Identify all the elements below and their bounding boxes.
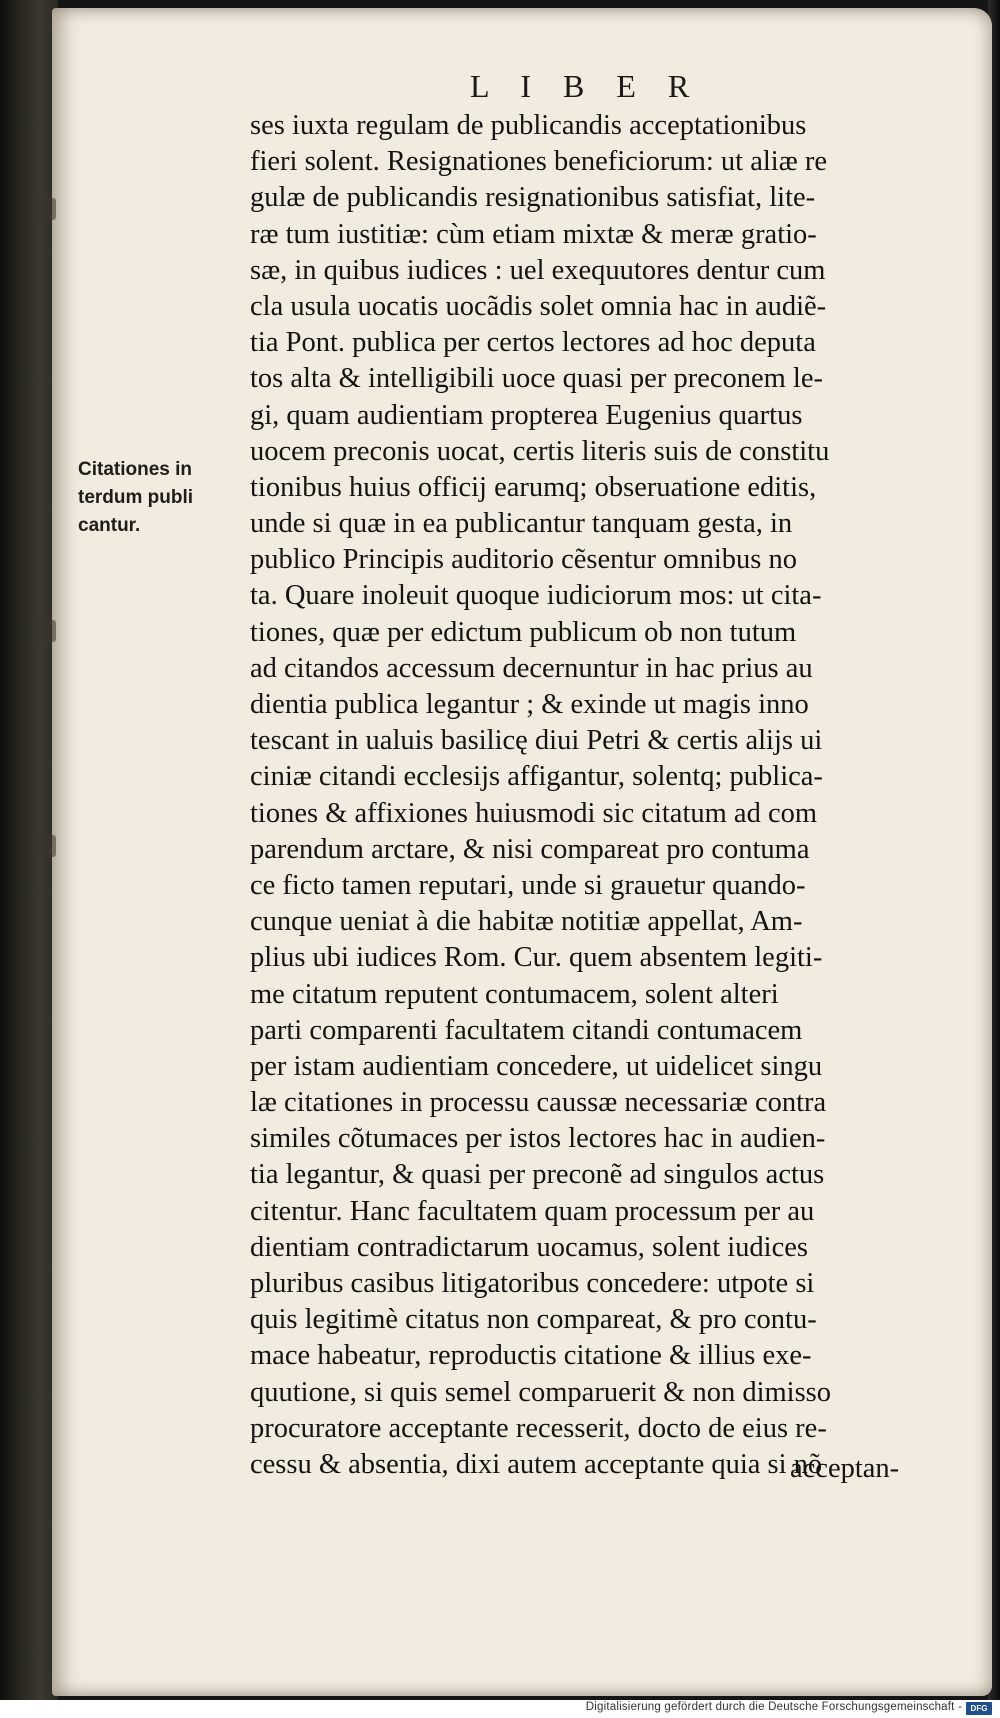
text-line: tia legantur, & quasi per preconẽ ad singulos actus — [250, 1159, 825, 1191]
text-line: dientiam contradictarum uocamus, solent iudices — [250, 1231, 808, 1263]
text-line: cessu & absentia, dixi autem acceptante quia si nõ — [250, 1448, 823, 1480]
text-line: per istam audientiam concedere, ut uidelicet singu — [250, 1050, 823, 1082]
text-line: tionibus huius officij earumq; obseruatione editis, — [250, 471, 817, 503]
text-line: mace habeatur, reproductis citatione & illius exe- — [250, 1340, 812, 1372]
text-line: ciniæ citandi ecclesijs affigantur, solentq; publica- — [250, 761, 823, 793]
text-line: ræ tum iustitiæ: cùm etiam mixtæ & meræ gratio- — [250, 218, 817, 250]
text-line: procuratore acceptante recesserit, docto de eius re- — [250, 1412, 827, 1444]
facing-page-edge-mark — [32, 835, 56, 857]
text-line: quutione, si quis semel comparuerit & non dimisso — [250, 1376, 832, 1408]
text-line: tescant in ualuis basilicę diui Petri & certis alijs ui — [250, 725, 823, 757]
text-line: fieri solent. Resignationes beneficiorum: ut aliæ re — [250, 146, 827, 178]
facing-page-edge-mark — [32, 620, 56, 642]
marginal-note-line: cantur. — [78, 515, 141, 536]
text-line: ta. Quare inoleuit quoque iudiciorum mos: ut cita- — [250, 580, 822, 612]
text-line: similes cõtumaces per istos lectores hac in audien- — [250, 1123, 826, 1155]
marginal-note-line: Citationes in — [78, 459, 193, 480]
text-line: ad citandos accessum decernuntur in hac prius au — [250, 652, 813, 684]
facing-page-edge-mark — [32, 198, 56, 220]
dfg-logo-icon: DFG — [966, 1702, 992, 1715]
text-line: plius ubi iudices Rom. Cur. quem absentem legiti- — [250, 942, 823, 974]
funding-credit: Digitalisierung gefördert durch die Deutsche Forschungsgemeinschaft - — [585, 1701, 962, 1713]
text-line: tos alta & intelligibili uoce quasi per preconem le- — [250, 363, 823, 395]
text-line: dientia publica legantur ; & exinde ut magis inno — [250, 689, 809, 720]
text-line: læ citationes in processu caussæ necessariæ contra — [250, 1087, 827, 1119]
text-line: ce ficto tamen reputari, unde si grauetur quando- — [250, 869, 806, 901]
show-through-ghost — [82, 1273, 202, 1333]
text-line: unde si quæ in ea publicantur tanquam gesta, in — [250, 508, 793, 540]
text-line: uocem preconis uocat, certis literis suis de constitu — [250, 435, 830, 467]
text-line: parti comparenti facultatem citandi contumacem — [250, 1014, 803, 1046]
running-head: L I B E R — [470, 68, 702, 104]
text-line: cunque ueniat à die habitæ notitiæ appellat, Am- — [250, 906, 803, 938]
text-line: tiones, quæ per edictum publicum ob non tutum — [250, 616, 797, 648]
text-line: parendum arctare, & nisi compareat pro contuma — [250, 833, 810, 865]
marginal-note — [78, 456, 238, 540]
text-line: ses iuxta regulam de publicandis acceptationibus — [250, 110, 807, 141]
text-line: me citatum reputent contumacem, solent alteri — [250, 978, 779, 1010]
text-line: cla usula uocatis uocãdis solet omnia hac in audiẽ- — [250, 290, 827, 322]
show-through-ghost — [82, 163, 202, 223]
text-line: gulæ de publicandis resignationibus satisfiat, lite- — [250, 182, 816, 214]
text-line: gi, quam audientiam propterea Eugenius quartus — [250, 399, 803, 431]
text-line: citentur. Hanc facultatem quam processum per au — [250, 1195, 815, 1227]
text-line: pluribus casibus litigatoribus concedere: utpote si — [250, 1268, 815, 1299]
marginal-note-line: terdum publi — [78, 487, 194, 508]
text-line: tiones & affixiones huiusmodi sic citatum ad com — [250, 797, 818, 829]
main-text-block — [250, 108, 950, 1483]
catchword: acceptan- — [790, 1453, 900, 1484]
text-line: publico Principis auditorio cẽsentur omnibus no — [250, 544, 797, 576]
text-line: tia Pont. publica per certos lectores ad hoc deputa — [250, 327, 816, 359]
text-line: sæ, in quibus iudices : uel exequutores dentur cum — [250, 254, 826, 286]
text-line: quis legitimè citatus non compareat, & pro contu- — [250, 1304, 817, 1336]
